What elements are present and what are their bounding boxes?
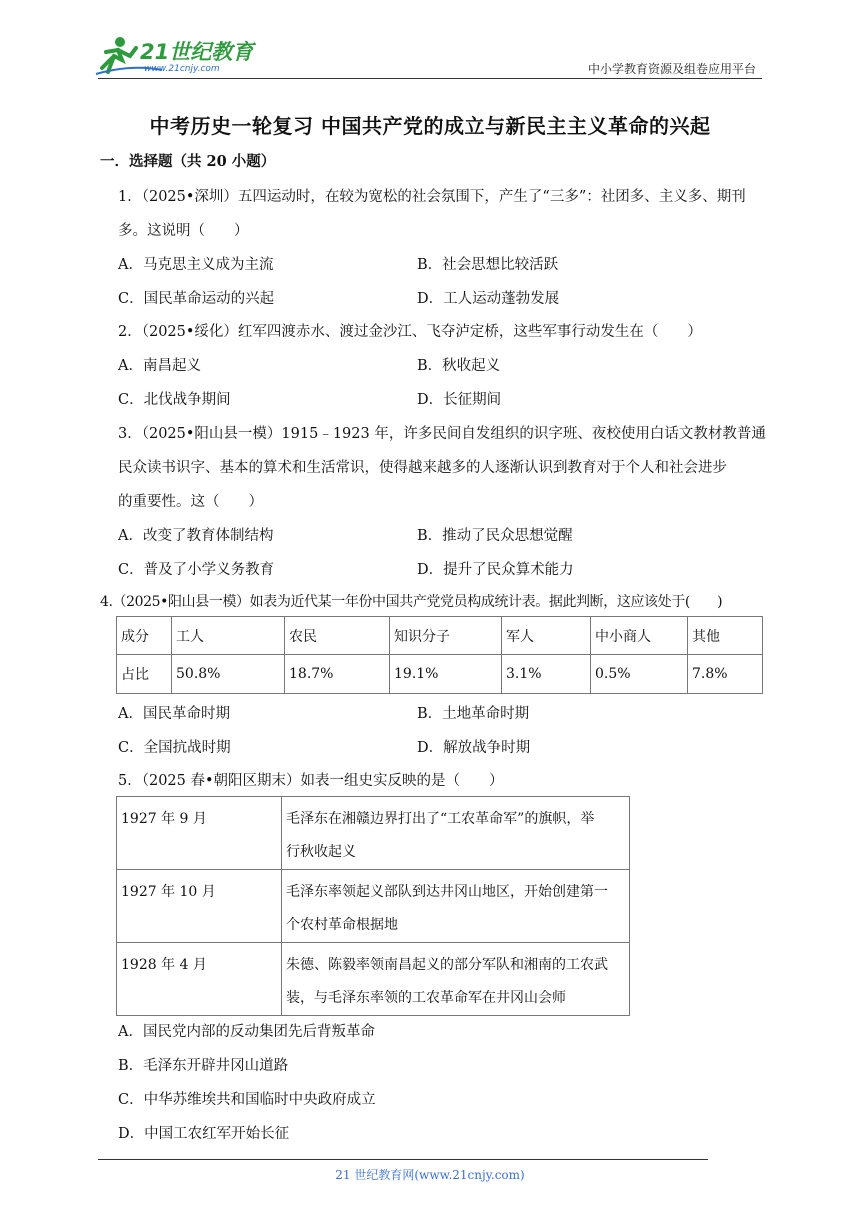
q3-stem-line1: 3．（2025•阳山县一模）1915﹣1923 年，许多民间自发组织的识字班、夜校使用白话文教材教普通 bbox=[118, 426, 766, 442]
q4-th-0: 成分 bbox=[117, 617, 172, 655]
q5-row2-event-line2: 装，与毛泽东率领的工农革命军在井冈山会师 bbox=[286, 990, 566, 1006]
q4-td-2: 18.7% bbox=[285, 655, 390, 694]
q4-td-6: 7.8% bbox=[688, 655, 763, 694]
q3-stem-line3: 的重要性。这（ ） bbox=[118, 494, 263, 510]
footer-divider bbox=[98, 1159, 708, 1160]
q4-option-b: B．土地革命时期 bbox=[417, 706, 530, 722]
header-platform-text: 中小学教育资源及组卷应用平台 bbox=[587, 62, 756, 76]
q5-row1-event bbox=[282, 870, 630, 943]
q5-table-row bbox=[117, 870, 630, 943]
q4-th-1: 工人 bbox=[172, 617, 285, 655]
q5-row0-event-line1: 毛泽东在湘赣边界打出了“工农革命军”的旗帜，举 bbox=[286, 811, 595, 827]
q4-option-c: C．全国抗战时期 bbox=[118, 740, 231, 756]
q3-option-c: C．普及了小学义务教育 bbox=[118, 562, 275, 578]
q2-option-c: C．北伐战争期间 bbox=[118, 392, 231, 408]
q1-option-d: D．工人运动蓬勃发展 bbox=[417, 291, 560, 307]
q4-table-header-row bbox=[117, 617, 763, 655]
q5-table-row bbox=[117, 797, 630, 870]
section-heading: 一．选择题（共 20 小题） bbox=[100, 153, 276, 170]
q5-row0-date: 1927 年 9 月 bbox=[117, 797, 282, 870]
q5-table bbox=[116, 796, 630, 1016]
q4-th-5: 中小商人 bbox=[591, 617, 688, 655]
q4-option-d: D．解放战争时期 bbox=[417, 740, 531, 756]
q5-option-b: B．毛泽东开辟井冈山道路 bbox=[118, 1058, 289, 1074]
q2-stem-line1: 2．（2025•绥化）红军四渡赤水、渡过金沙江、飞夺泸定桥，这些军事行动发生在（ ） bbox=[118, 324, 702, 340]
q4-th-4: 军人 bbox=[502, 617, 591, 655]
q5-row1-event-line1: 毛泽东率领起义部队到达井冈山地区，开始创建第一 bbox=[286, 884, 608, 900]
q5-row0-event-line2: 行秋收起义 bbox=[286, 844, 356, 860]
q5-row2-date: 1928 年 4 月 bbox=[117, 943, 282, 1016]
q1-stem-line1: 1．（2025•深圳）五四运动时，在较为宽松的社会氛围下，产生了“三多”：社团多、主义多、期刊 bbox=[118, 189, 746, 205]
q5-row2-event bbox=[282, 943, 630, 1016]
q5-row1-date: 1927 年 10 月 bbox=[117, 870, 282, 943]
q4-table bbox=[116, 616, 763, 694]
q4-th-3: 知识分子 bbox=[390, 617, 502, 655]
q5-stem-line1: 5．（2025 春•朝阳区期末）如表一组史实反映的是（ ） bbox=[118, 773, 504, 789]
q4-th-6: 其他 bbox=[688, 617, 763, 655]
q1-stem-line2: 多。这说明（ ） bbox=[118, 223, 249, 239]
logo-url: www.21cnjy.com bbox=[144, 64, 220, 74]
site-logo bbox=[92, 34, 262, 78]
q3-option-d: D．提升了民众算术能力 bbox=[417, 562, 574, 578]
footer-link[interactable]: 21 世纪教育网(www.21cnjy.com) bbox=[335, 1168, 525, 1182]
q5-option-c: C．中华苏维埃共和国临时中央政府成立 bbox=[118, 1092, 376, 1108]
q3-stem-line2: 民众读书识字、基本的算术和生活常识，使得越来越多的人逐渐认识到教育对于个人和社会进步 bbox=[118, 460, 727, 476]
q4-table-data-row bbox=[117, 655, 763, 694]
q1-option-b: B．社会思想比较活跃 bbox=[417, 257, 559, 273]
q5-table-row bbox=[117, 943, 630, 1016]
q1-option-a: A．马克思主义成为主流 bbox=[118, 257, 274, 273]
q3-option-b: B．推动了民众思想觉醒 bbox=[417, 528, 573, 544]
q4-td-3: 19.1% bbox=[390, 655, 502, 694]
header-divider bbox=[98, 78, 762, 79]
q2-option-b: B．秋收起义 bbox=[417, 358, 501, 374]
q4-td-5: 0.5% bbox=[591, 655, 688, 694]
logo-text: 21世纪教育 bbox=[140, 40, 254, 64]
q4-td-1: 50.8% bbox=[172, 655, 285, 694]
q5-row1-event-line2: 个农村革命根据地 bbox=[286, 917, 398, 933]
q5-option-d: D．中国工农红军开始长征 bbox=[118, 1126, 290, 1142]
q2-option-d: D．长征期间 bbox=[417, 392, 502, 408]
q1-option-c: C．国民革命运动的兴起 bbox=[118, 291, 275, 307]
q4-th-2: 农民 bbox=[285, 617, 390, 655]
q5-row2-event-line1: 朱德、陈毅率领南昌起义的部分军队和湘南的工农武 bbox=[286, 957, 608, 973]
q5-option-a: A．国民党内部的反动集团先后背叛革命 bbox=[118, 1024, 375, 1040]
q4-td-0: 占比 bbox=[117, 655, 172, 694]
page-title: 中考历史一轮复习 中国共产党的成立与新民主主义革命的兴起 bbox=[149, 114, 711, 138]
q4-stem-line1: 4.（2025•阳山县一模）如表为近代某一年份中国共产党党员构成统计表。据此判断，这应该处于( ) bbox=[100, 594, 723, 610]
q2-option-a: A．南昌起义 bbox=[118, 358, 201, 374]
q4-td-4: 3.1% bbox=[502, 655, 591, 694]
q4-option-a: A．国民革命时期 bbox=[118, 706, 230, 722]
q5-row0-event bbox=[282, 797, 630, 870]
q3-option-a: A．改变了教育体制结构 bbox=[118, 528, 274, 544]
